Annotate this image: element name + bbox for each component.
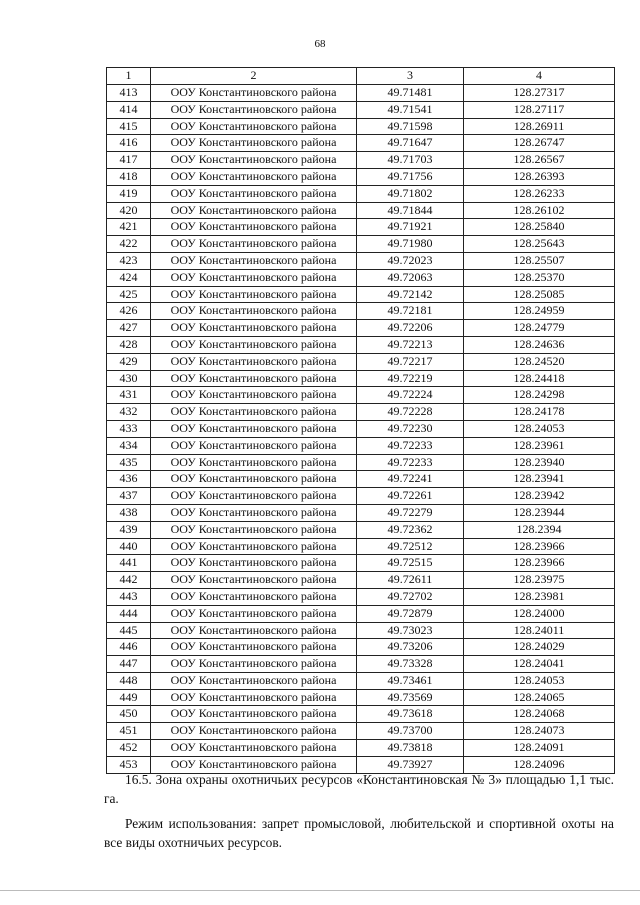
column-header-latitude: 3 [357,68,464,85]
cell-longitude: 128.26233 [464,185,615,202]
table-row [107,168,615,185]
cell-latitude: 49.71703 [357,152,464,169]
table-row [107,639,615,656]
table-row [107,672,615,689]
cell-owner: ООУ Константиновского района [151,353,357,370]
notes-section [104,770,614,852]
cell-number: 450 [107,706,151,723]
cell-latitude: 49.72261 [357,488,464,505]
cell-latitude: 49.72063 [357,269,464,286]
cell-number: 451 [107,723,151,740]
cell-number: 434 [107,437,151,454]
cell-longitude: 128.24959 [464,303,615,320]
cell-longitude: 128.25643 [464,236,615,253]
cell-latitude: 49.71598 [357,118,464,135]
cell-owner: ООУ Константиновского района [151,437,357,454]
cell-number: 446 [107,639,151,656]
cell-longitude: 128.26567 [464,152,615,169]
table-row [107,420,615,437]
table-row [107,135,615,152]
cell-longitude: 128.26911 [464,118,615,135]
cell-number: 418 [107,168,151,185]
table-row [107,521,615,538]
column-header-number: 1 [107,68,151,85]
table-row [107,504,615,521]
cell-latitude: 49.72879 [357,605,464,622]
cell-owner: ООУ Константиновского района [151,756,357,773]
table-row [107,689,615,706]
cell-owner: ООУ Константиновского района [151,320,357,337]
cell-number: 416 [107,135,151,152]
zone-paragraph: 16.5. Зона охраны охотничьих ресурсов «Константиновская № 3» площадью 1,1 тыс. га. [104,772,614,806]
cell-longitude: 128.24091 [464,740,615,757]
cell-latitude: 49.71844 [357,202,464,219]
cell-number: 444 [107,605,151,622]
cell-latitude: 49.72611 [357,572,464,589]
cell-longitude: 128.24011 [464,622,615,639]
table-row [107,320,615,337]
cell-owner: ООУ Константиновского района [151,521,357,538]
table-row [107,252,615,269]
table-row [107,286,615,303]
cell-latitude: 49.73927 [357,756,464,773]
cell-longitude: 128.27117 [464,101,615,118]
cell-owner: ООУ Константиновского района [151,420,357,437]
cell-number: 423 [107,252,151,269]
cell-owner: ООУ Константиновского района [151,219,357,236]
cell-number: 443 [107,588,151,605]
cell-latitude: 49.72233 [357,454,464,471]
column-header-longitude: 4 [464,68,615,85]
cell-latitude: 49.71921 [357,219,464,236]
cell-longitude: 128.23966 [464,555,615,572]
table-row [107,471,615,488]
cell-owner: ООУ Константиновского района [151,504,357,521]
cell-number: 424 [107,269,151,286]
cell-number: 431 [107,387,151,404]
cell-owner: ООУ Константиновского района [151,454,357,471]
table-row [107,706,615,723]
cell-number: 422 [107,236,151,253]
cell-owner: ООУ Константиновского района [151,135,357,152]
cell-longitude: 128.23975 [464,572,615,589]
cell-owner: ООУ Константиновского района [151,269,357,286]
table-row [107,538,615,555]
cell-latitude: 49.72515 [357,555,464,572]
cell-longitude: 128.25370 [464,269,615,286]
cell-longitude: 128.23981 [464,588,615,605]
table-row [107,488,615,505]
table-row [107,152,615,169]
cell-latitude: 49.71980 [357,236,464,253]
cell-owner: ООУ Константиновского района [151,706,357,723]
cell-number: 426 [107,303,151,320]
column-header-owner: 2 [151,68,357,85]
cell-latitude: 49.72224 [357,387,464,404]
cell-latitude: 49.72241 [357,471,464,488]
cell-longitude: 128.24065 [464,689,615,706]
cell-longitude: 128.24041 [464,656,615,673]
cell-owner: ООУ Константиновского района [151,488,357,505]
table-row [107,572,615,589]
cell-number: 439 [107,521,151,538]
cell-longitude: 128.24178 [464,404,615,421]
cell-longitude: 128.24029 [464,639,615,656]
cell-owner: ООУ Константиновского района [151,588,357,605]
cell-owner: ООУ Константиновского района [151,723,357,740]
cell-owner: ООУ Константиновского района [151,85,357,102]
regime-paragraph: Режим использования: запрет промысловой, любительской и спортивной охоты на все виды охотничьих ресурсов. [104,816,614,850]
coordinates-table [106,67,615,774]
cell-number: 440 [107,538,151,555]
cell-owner: ООУ Константиновского района [151,370,357,387]
cell-longitude: 128.24068 [464,706,615,723]
cell-number: 421 [107,219,151,236]
cell-owner: ООУ Константиновского района [151,572,357,589]
cell-longitude: 128.26747 [464,135,615,152]
cell-longitude: 128.24418 [464,370,615,387]
cell-latitude: 49.72362 [357,521,464,538]
table-header-row [107,68,615,85]
cell-longitude: 128.23942 [464,488,615,505]
cell-number: 430 [107,370,151,387]
cell-number: 415 [107,118,151,135]
cell-latitude: 49.72230 [357,420,464,437]
cell-latitude: 49.73569 [357,689,464,706]
cell-latitude: 49.72233 [357,437,464,454]
table-row [107,202,615,219]
cell-owner: ООУ Константиновского района [151,236,357,253]
table-row [107,605,615,622]
cell-longitude: 128.24096 [464,756,615,773]
cell-longitude: 128.23961 [464,437,615,454]
table-row [107,118,615,135]
cell-owner: ООУ Константиновского района [151,252,357,269]
cell-longitude: 128.24000 [464,605,615,622]
cell-number: 452 [107,740,151,757]
cell-latitude: 49.72512 [357,538,464,555]
table-row [107,588,615,605]
cell-longitude: 128.25085 [464,286,615,303]
cell-number: 413 [107,85,151,102]
cell-number: 447 [107,656,151,673]
cell-latitude: 49.71756 [357,168,464,185]
table-row [107,437,615,454]
table-row [107,387,615,404]
table-row [107,454,615,471]
cell-number: 433 [107,420,151,437]
cell-owner: ООУ Константиновского района [151,387,357,404]
cell-latitude: 49.72219 [357,370,464,387]
page-bottom-edge [0,890,640,891]
cell-number: 419 [107,185,151,202]
cell-latitude: 49.71541 [357,101,464,118]
cell-latitude: 49.73461 [357,672,464,689]
table-row [107,303,615,320]
cell-number: 435 [107,454,151,471]
cell-number: 425 [107,286,151,303]
cell-latitude: 49.71647 [357,135,464,152]
cell-owner: ООУ Константиновского района [151,622,357,639]
cell-latitude: 49.72213 [357,336,464,353]
cell-number: 432 [107,404,151,421]
cell-latitude: 49.73700 [357,723,464,740]
cell-owner: ООУ Константиновского района [151,538,357,555]
table-row [107,370,615,387]
table-row [107,219,615,236]
cell-longitude: 128.24636 [464,336,615,353]
cell-number: 438 [107,504,151,521]
cell-latitude: 49.72279 [357,504,464,521]
cell-number: 436 [107,471,151,488]
cell-latitude: 49.72023 [357,252,464,269]
table-row [107,740,615,757]
cell-longitude: 128.24073 [464,723,615,740]
cell-latitude: 49.71802 [357,185,464,202]
cell-number: 448 [107,672,151,689]
table-row [107,101,615,118]
cell-number: 417 [107,152,151,169]
table-row [107,185,615,202]
cell-longitude: 128.24053 [464,420,615,437]
cell-longitude: 128.23966 [464,538,615,555]
cell-latitude: 49.72217 [357,353,464,370]
cell-owner: ООУ Константиновского района [151,404,357,421]
cell-longitude: 128.23941 [464,471,615,488]
cell-owner: ООУ Константиновского района [151,656,357,673]
cell-number: 437 [107,488,151,505]
cell-number: 420 [107,202,151,219]
cell-owner: ООУ Константиновского района [151,303,357,320]
cell-latitude: 49.72181 [357,303,464,320]
cell-owner: ООУ Константиновского района [151,286,357,303]
cell-number: 449 [107,689,151,706]
cell-latitude: 49.73023 [357,622,464,639]
cell-latitude: 49.72206 [357,320,464,337]
table-row [107,353,615,370]
cell-owner: ООУ Константиновского района [151,185,357,202]
cell-owner: ООУ Константиновского района [151,639,357,656]
cell-latitude: 49.72702 [357,588,464,605]
cell-number: 427 [107,320,151,337]
table-row [107,236,615,253]
cell-owner: ООУ Константиновского района [151,336,357,353]
table-row [107,85,615,102]
table-body [107,85,615,774]
cell-latitude: 49.73618 [357,706,464,723]
cell-latitude: 49.72142 [357,286,464,303]
cell-number: 414 [107,101,151,118]
cell-owner: ООУ Константиновского района [151,168,357,185]
cell-owner: ООУ Константиновского района [151,672,357,689]
cell-longitude: 128.26102 [464,202,615,219]
cell-longitude: 128.24520 [464,353,615,370]
cell-owner: ООУ Константиновского района [151,101,357,118]
table-row [107,622,615,639]
cell-longitude: 128.26393 [464,168,615,185]
cell-number: 445 [107,622,151,639]
cell-number: 429 [107,353,151,370]
cell-owner: ООУ Константиновского района [151,605,357,622]
cell-latitude: 49.73328 [357,656,464,673]
cell-owner: ООУ Константиновского района [151,740,357,757]
cell-owner: ООУ Константиновского района [151,202,357,219]
table-row [107,723,615,740]
table-row [107,656,615,673]
cell-owner: ООУ Константиновского района [151,689,357,706]
cell-number: 441 [107,555,151,572]
cell-longitude: 128.24779 [464,320,615,337]
cell-owner: ООУ Константиновского района [151,471,357,488]
table-row [107,269,615,286]
cell-longitude: 128.24053 [464,672,615,689]
cell-longitude: 128.23940 [464,454,615,471]
cell-latitude: 49.71481 [357,85,464,102]
cell-owner: ООУ Константиновского района [151,555,357,572]
cell-latitude: 49.73206 [357,639,464,656]
cell-longitude: 128.25840 [464,219,615,236]
cell-number: 428 [107,336,151,353]
cell-latitude: 49.72228 [357,404,464,421]
cell-longitude: 128.27317 [464,85,615,102]
cell-number: 453 [107,756,151,773]
cell-longitude: 128.23944 [464,504,615,521]
table-row [107,404,615,421]
table-row [107,555,615,572]
cell-longitude: 128.25507 [464,252,615,269]
cell-number: 442 [107,572,151,589]
page-number: 68 [314,38,326,50]
cell-longitude: 128.2394 [464,521,615,538]
cell-longitude: 128.24298 [464,387,615,404]
table-row [107,336,615,353]
cell-latitude: 49.73818 [357,740,464,757]
cell-owner: ООУ Константиновского района [151,118,357,135]
cell-owner: ООУ Константиновского района [151,152,357,169]
